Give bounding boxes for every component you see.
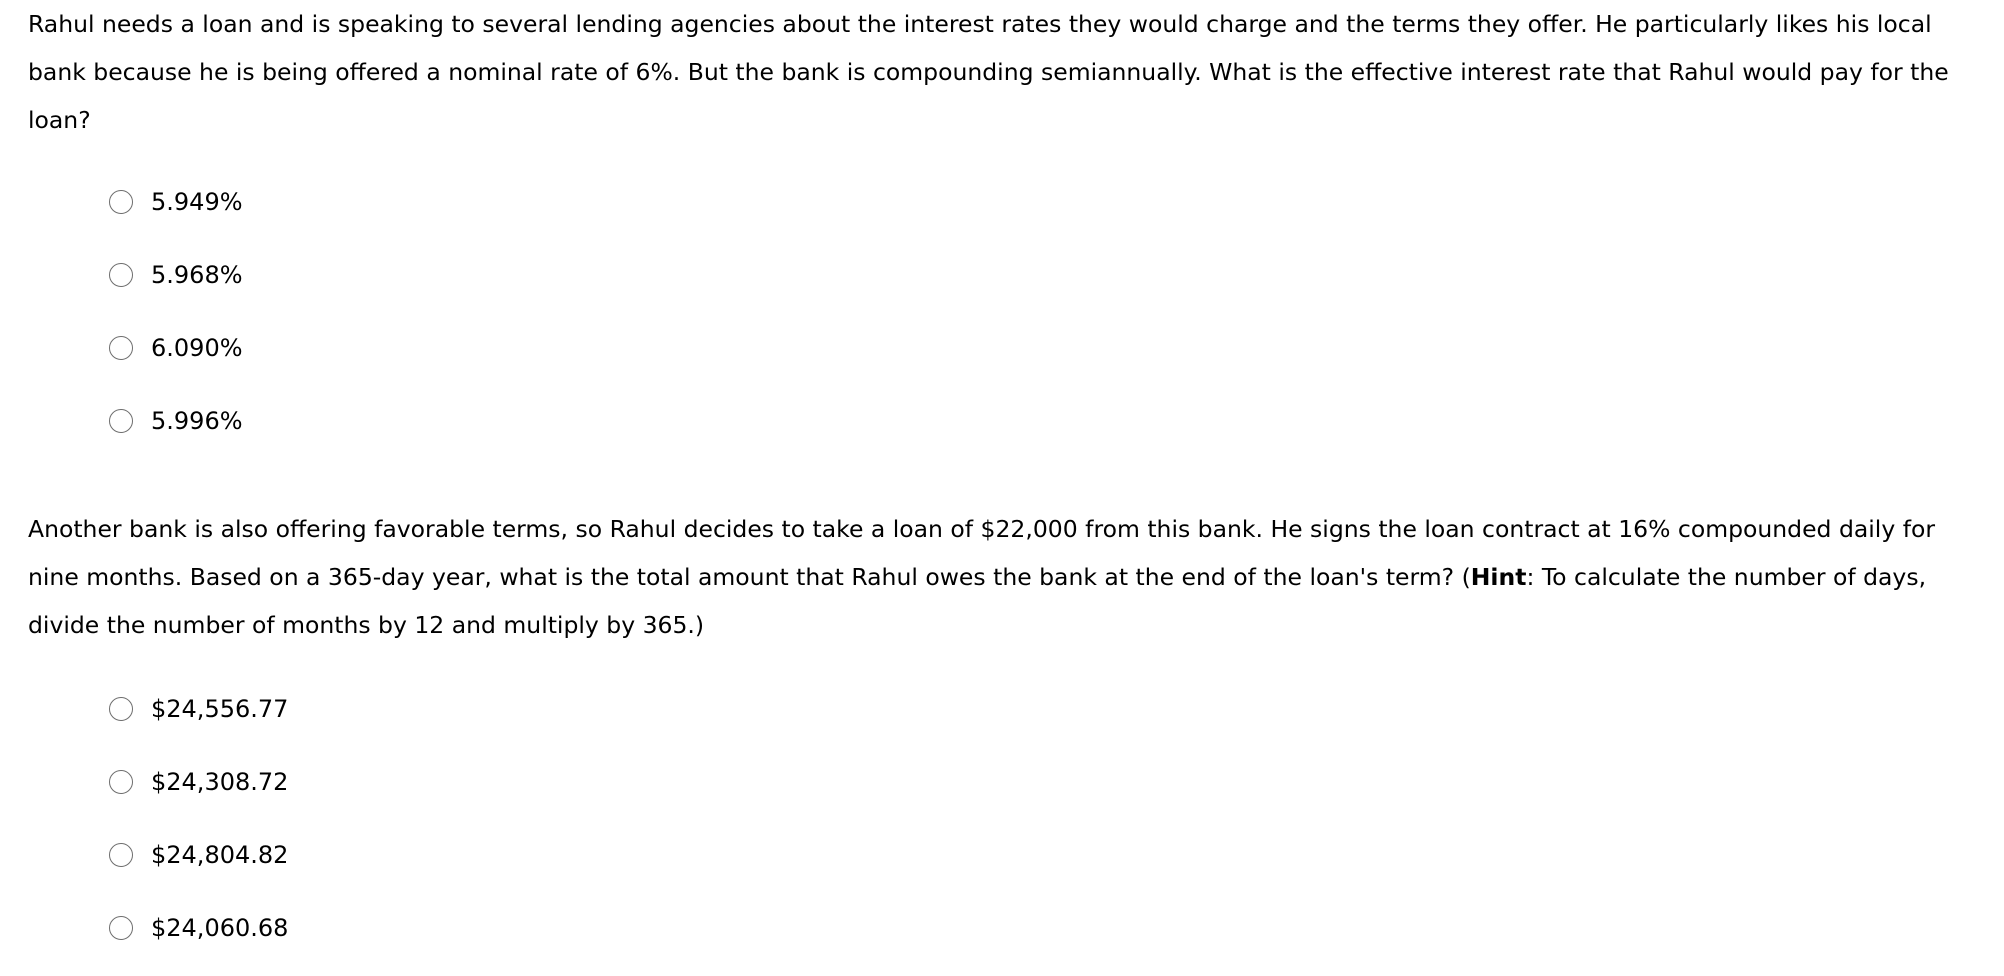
radio-button-icon[interactable]	[109, 263, 133, 287]
answer-option-label: 5.949%	[151, 187, 243, 216]
question-2-text-main: Another bank is also offering favorable terms, so Rahul decides to take a loan of $22,000 from this bank. He signs the loan contract at 16% compounded daily for nine months. Based on a 365-day year, what is the total amount that Rahul owes the bank at the end of the loan's term? (	[28, 515, 1936, 591]
answer-option-label: 6.090%	[151, 333, 243, 362]
radio-button-icon[interactable]	[109, 697, 133, 721]
answer-option-label: $24,308.72	[151, 767, 289, 796]
answer-option[interactable]	[109, 891, 288, 964]
radio-button-icon[interactable]	[109, 843, 133, 867]
answer-option-label: 5.968%	[151, 260, 243, 289]
answer-option[interactable]	[109, 165, 243, 238]
radio-button-icon[interactable]	[109, 190, 133, 214]
question-1-options	[109, 165, 243, 457]
radio-button-icon[interactable]	[109, 336, 133, 360]
answer-option-label: $24,556.77	[151, 694, 289, 723]
answer-option[interactable]	[109, 238, 243, 311]
question-2-hint-text: : To calculate the number of days, divide the number of months by 12 and multiply by 365.)	[28, 563, 1927, 639]
question-1-text: Rahul needs a loan and is speaking to several lending agencies about the interest rates they would charge and the terms they offer. He particularly likes his local bank because he is being offered a nominal rate of 6%. But the bank is compounding semiannually. What is the effective interest rate that Rahul would pay for the loan?	[28, 10, 1949, 134]
radio-button-icon[interactable]	[109, 409, 133, 433]
answer-option[interactable]	[109, 384, 243, 457]
hint-label: Hint	[1470, 563, 1527, 591]
answer-option[interactable]	[109, 745, 288, 818]
answer-option-label: $24,060.68	[151, 913, 289, 942]
answer-option[interactable]	[109, 672, 288, 745]
radio-button-icon[interactable]	[109, 916, 133, 940]
question-2-options	[109, 672, 288, 964]
answer-option-label: $24,804.82	[151, 840, 289, 869]
answer-option[interactable]	[109, 818, 288, 891]
radio-button-icon[interactable]	[109, 770, 133, 794]
answer-option-label: 5.996%	[151, 406, 243, 435]
answer-option[interactable]	[109, 311, 243, 384]
question-2-text	[28, 505, 1968, 649]
